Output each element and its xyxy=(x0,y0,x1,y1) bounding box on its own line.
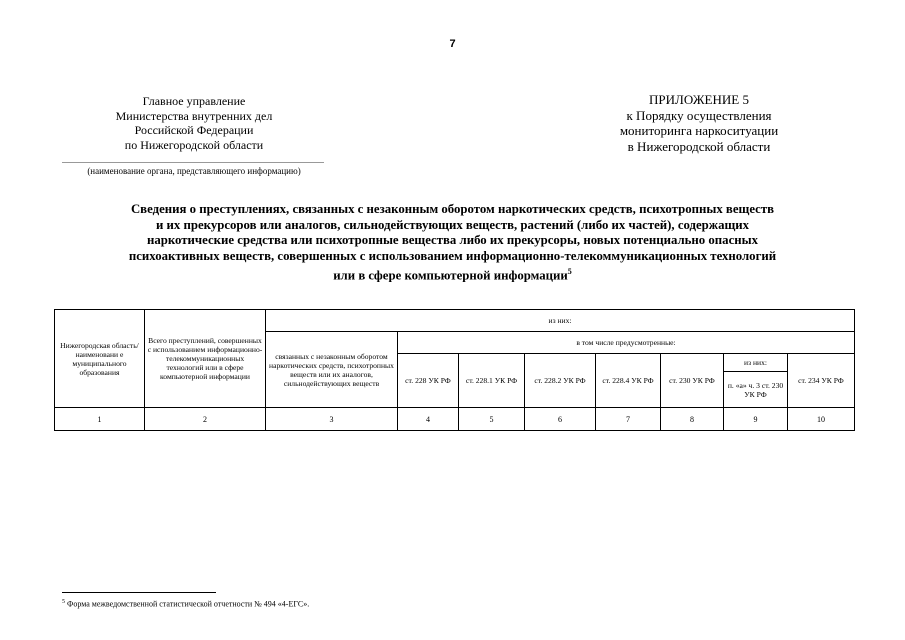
header-230: ст. 230 УК РФ xyxy=(661,354,724,408)
column-number: 8 xyxy=(661,408,724,431)
column-number: 9 xyxy=(724,408,788,431)
column-number: 5 xyxy=(459,408,525,431)
org-caption: (наименование органа, представляющего информацию) xyxy=(87,166,301,176)
report-table xyxy=(54,309,855,431)
header-228-2: ст. 228.2 УК РФ xyxy=(525,354,596,408)
appendix-line: в Нижегородской области xyxy=(627,138,771,154)
column-number: 10 xyxy=(788,408,855,431)
column-number: 7 xyxy=(596,408,661,431)
appendix-header xyxy=(584,92,814,154)
column-number: 6 xyxy=(525,408,596,431)
title-line-last: или в сфере компьютерной информации xyxy=(333,268,568,283)
header-total: Всего преступлений, совершенных с использованием информационно-телекоммуникационных технологий или в сфере компьютерной информации xyxy=(145,310,266,408)
header-228: ст. 228 УК РФ xyxy=(398,354,459,408)
header-of-them: из них: xyxy=(266,310,855,332)
header-234: ст. 234 УК РФ xyxy=(788,354,855,408)
header-including: в том числе предусмотренные: xyxy=(398,332,855,354)
header-related: связанных с незаконным оборотом наркотических средств, психотропных веществ или их аналогов, сильнодействующих веществ xyxy=(266,332,398,408)
header-region: Нижегородская область/наименовани е муниципального образования xyxy=(55,310,145,408)
org-line: Российской Федерации xyxy=(134,123,254,137)
document-title xyxy=(60,202,845,284)
title-line xyxy=(60,264,845,284)
org-underline xyxy=(62,162,324,163)
column-number: 1 xyxy=(55,408,145,431)
footnote-separator xyxy=(62,592,216,593)
organization-name xyxy=(62,94,326,152)
header-228-1: ст. 228.1 УК РФ xyxy=(459,354,525,408)
appendix-line: мониторинга наркоситуации xyxy=(619,123,779,138)
header-230-3a: п. «а» ч. 3 ст. 230 УК РФ xyxy=(724,372,788,408)
footnote-text: Форма межведомственной статистической отчетности № 494 «4-ЕГС». xyxy=(67,599,310,609)
title-line: Сведения о преступлениях, связанных с незаконным оборотом наркотических средств, психотропных веществ xyxy=(130,202,775,216)
header-of-them-2: из них: xyxy=(724,354,788,372)
footnote-ref: 5 xyxy=(567,267,572,276)
title-line: наркотические средства или психотропные вещества либо их прекурсоры, новых потенциально опасных xyxy=(146,233,759,247)
column-number: 4 xyxy=(398,408,459,431)
org-line: Главное управление xyxy=(142,94,246,108)
org-line: по Нижегородской области xyxy=(124,137,264,152)
appendix-line: ПРИЛОЖЕНИЕ 5 xyxy=(649,92,749,107)
footnote-number: 5 xyxy=(62,599,65,605)
column-number: 3 xyxy=(266,408,398,431)
title-line: психоактивных веществ, совершенных с использованием информационно-телекоммуникационных технологий xyxy=(128,248,777,263)
title-line: и их прекурсоров или аналогов, сильнодействующих веществ, растений (либо их частей), содержащих xyxy=(155,217,750,232)
page-number: 7 xyxy=(449,38,456,50)
footnote xyxy=(62,599,309,609)
column-number: 2 xyxy=(145,408,266,431)
header-228-4: ст. 228.4 УК РФ xyxy=(596,354,661,408)
org-line: Министерства внутренних дел xyxy=(115,108,273,123)
appendix-line: к Порядку осуществления xyxy=(626,107,772,123)
